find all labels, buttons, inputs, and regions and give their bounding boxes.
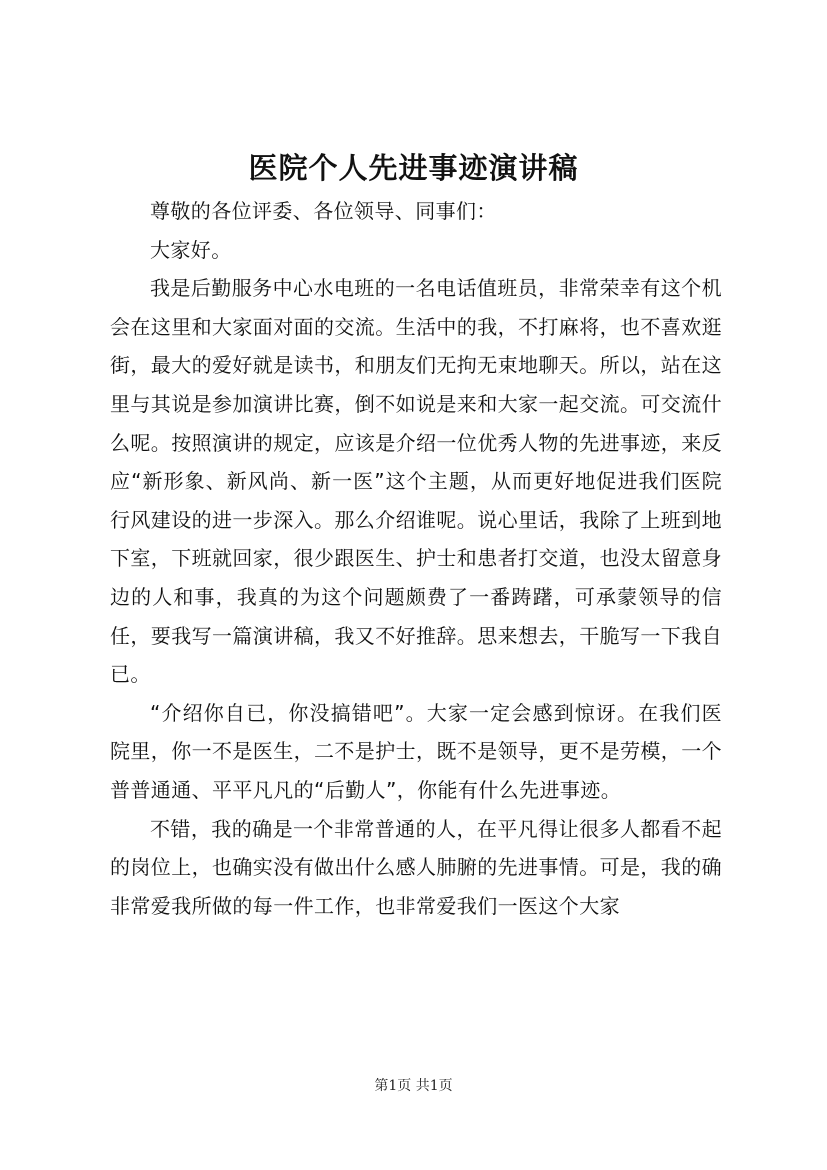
paragraph-introduction: 我是后勤服务中心水电班的一名电话值班员，非常荣幸有这个机会在这里和大家面对面的交流。生活中的我，不打麻将，也不喜欢逛街，最大的爱好就是读书，和朋友们无拘无束地聊天。所以，站在这里与其说是参加演讲比赛，倒不如说是来和大家一起交流。可交流什么呢。按照演讲的规定，应该是介绍一位优秀人物的先进事迹，来反应“新形象、新风尚、新一医”这个主题，从而更好地促进我们医院行风建设的进一步深入。那么介绍谁呢。说心里话，我除了上班到地下室，下班就回家，很少跟医生、护士和患者打交道，也没太留意身边的人和事，我真的为这个问题颇费了一番踌躇，可承蒙领导的信任，要我写一篇演讲稿，我又不好推辞。思来想去，干脆写一下我自已。 xyxy=(110,276,722,687)
paragraph-question: “介绍你自已，你没搞错吧”。大家一定会感到惊讶。在我们医院里，你一不是医生，二不是护士，既不是领导，更不是劳模，一个普普通通、平平凡凡的“后勤人”，你能有什么先进事迹。 xyxy=(110,700,722,802)
paragraph-greeting: 大家好。 xyxy=(150,237,232,262)
document-body xyxy=(110,192,722,925)
paragraph-response: 不错，我的确是一个非常普通的人，在平凡得让很多人都看不起的岗位上，也确实没有做出什么感人肺腑的先进事情。可是，我的确非常爱我所做的每一件工作，也非常爱我们一医这个大家 xyxy=(110,816,722,918)
page-footer: 第1页 共1页 xyxy=(374,1078,453,1094)
document-title: 医院个人先进事迹演讲稿 xyxy=(248,151,579,185)
paragraph-salutation: 尊敬的各位评委、各位领导、同事们： xyxy=(150,199,497,223)
